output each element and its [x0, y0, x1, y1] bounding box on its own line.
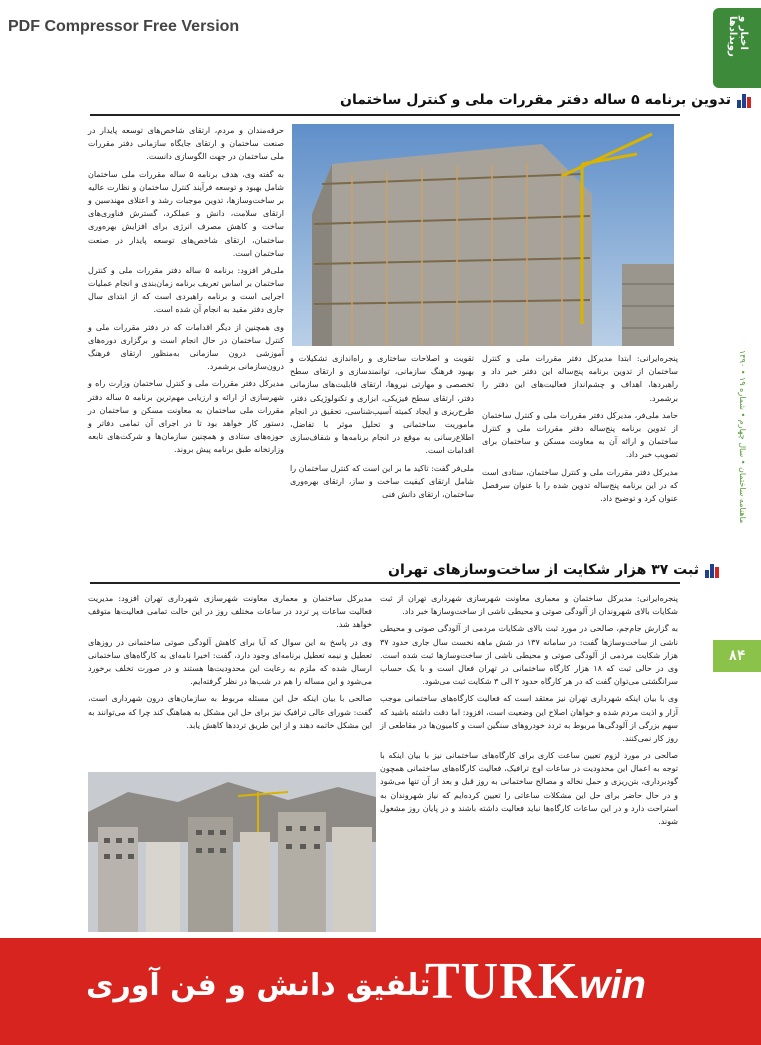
article2-rule — [90, 582, 680, 584]
paragraph: پنجره‌ایرانی: مدیرکل ساختمان و معماری معاونت شهرسازی شهرداری تهران از ثبت شکایات بالای شهروندان از آلودگی صوتی و محیطی ناشی از ساخت‌وسازها خبر داد. — [380, 594, 678, 617]
building-bars-icon — [705, 562, 721, 578]
article1-rule — [90, 114, 680, 116]
article2-col-right — [380, 592, 678, 922]
construction-photo — [292, 124, 674, 346]
paragraph: تقویت و اصلاحات ساختاری و راه‌اندازی تشکیلات و بهبود فرهنگ سازمانی، توانمندسازی و ارتقای سطح تخصصی و مهارتی نیروها، ارتقای قابلیت‌های سازمانی دفتر، ارتقای سطح فیزیکی، ابزاری و تکنولوژیکی دفتر، طرح‌ریزی و ایجاد کمیته آسیب‌شناسی، تحقیق در انجام ماموریت ساختمانی و تحلیل موثر با تفاضل، اطلاع‌رسانی به موقع در انجام برنامه‌ها و شفاف‌سازی اقدامات است. — [290, 354, 474, 456]
brand-logo-main: TURK — [425, 953, 580, 1010]
city-skyline-photo — [88, 772, 376, 932]
article2-title: ثبت ۳۷ هزار شکایت از ساخت‌وسازهای تهران — [388, 562, 699, 578]
paragraph: حامد ملی‌فر، مدیرکل دفتر مقررات ملی و کنترل ساختمان از تدوین برنامه پنج‌ساله دفتر مقررات ملی و کنترل ساختمان و ارائه آن به معاونت مسکن و ساختمان برای تصویب خبر داد. — [482, 410, 678, 460]
paragraph: مدیرکل ساختمان و معماری معاونت شهرسازی شهرداری تهران افزود: مدیریت فعالیت ساعات پر تردد در ساعات مختلف روز در این حالت تمامی فعالیت‌ها متوقف خواهد شد. — [88, 594, 372, 630]
paragraph: صالحی در مورد لزوم تعیین ساعت کاری برای کارگاه‌های ساختمانی نیز با بیان اینکه با توجه به اعمال این محدودیت در ساعات اوج ترافیک، فعالیت کارگاه‌های ساختمانی همچون گودبرداری، بتن‌ریزی و حمل نخاله و مصالح ساختمانی به روز قبل و بعد از آن تنها می‌شود و در حال حاضر برای حل این مشکلات ساعاتی را تعیین کرده‌ایم که نیاز شهروندان به استراحت دارد و در این ساعات کارگاه‌ها نباید فعالیت داشته باشند و در پایان روز مشغول شوند. — [380, 751, 678, 826]
article2-col-left — [88, 592, 372, 762]
paragraph: حرفه‌مندان و مردم، ارتقای شاخص‌های توسعه پایدار در صنعت ساختمان و ارتقای جایگاه سازمانی دفتر مقررات ملی ساختمان در جهت الگوسازی دانست. — [88, 126, 284, 162]
paragraph: پنجره‌ایرانی: ابتدا مدیرکل دفتر مقررات ملی و کنترل ساختمان از تدوین برنامه پنج‌ساله این دفتر خبر داد و راهبردها، اهداف و چشم‌انداز فعالیت‌های این دفتر را برشمرد. — [482, 354, 678, 403]
paragraph: وی در پاسخ به این سوال که آیا برای کاهش آلودگی صوتی ساختمانی در روزهای تعطیل و نیمه تعطیل برنامه‌ای وجود دارد، گفت: اخیرا نامه‌ای به کارگاه‌های ساختمانی ارسال شده که ملزم به رعایت این محدودیت‌ها هستند و در صورت تخلف برخورد می‌شود و این مساله را هم در شب‌ها در نظر گرفته‌ایم. — [88, 637, 372, 687]
paragraph: ملی‌فر افزود: برنامه ۵ ساله دفتر مقررات ملی و کنترل ساختمان بر اساس تعریف برنامه زمان‌بندی و انجام عملیات اجرایی است و برنامه راهبردی است که از ابتدای سال جاری دفتر مقید به انجام آن شده است. — [88, 265, 285, 315]
page-number: ۸۴ — [713, 640, 761, 672]
article1-header — [340, 92, 753, 108]
magazine-rail-text: ماهنامه ساختمان • سال چهارم • شماره ۱۹ • ۱۳۹۰ — [738, 350, 747, 524]
article1-col-middle — [290, 352, 474, 538]
paragraph: به گزارش جام‌جم، صالحی در مورد ثبت بالای شکایات مردمی از آلودگی صوتی و محیطی ناشی از ساخت‌وسازها گفت: در سامانه ۱۳۷ در شش ماهه نخست سال جاری حدود ۳۷ هزار شکایت مردمی از آلودگی صوتی و محیطی ناشی از ساخت‌وسازها ثبت شده است. وی در حالی ثبت که ۱۸ هزار کارگاه ساختمانی در تهران فعال است و با یک حساب سرانگشتی می‌توان گفت که در هر کارگاه حدود ۲ الی ۳ شکایت ثبت می‌شود. — [380, 624, 678, 687]
article1-title: تدوین برنامه ۵ ساله دفتر مقررات ملی و کنترل ساختمان — [340, 92, 731, 108]
brand-logo-tail: win — [579, 963, 646, 1007]
brand-logo — [425, 952, 646, 1011]
article2-header — [388, 562, 721, 578]
article1-col-left — [482, 352, 678, 538]
paragraph: وی همچنین از دیگر اقدامات که در دفتر مقررات ملی و کنترل ساختمان در حال انجام است و برگزاری دوره‌های آموزشی درون سازمانی به‌منظور ارتقای فرهنگ درون‌سازمانی برشمرد. — [88, 322, 284, 372]
paragraph: ملی‌فر گفت: تاکید ما بر این است که کنترل ساختمان را شامل ارتقای کیفیت ساخت و ساز، ارتقای بهره‌وری ساختمان، ارتقای دانش فنی — [290, 463, 474, 499]
paragraph: صالحی با بیان اینکه حل این مسئله مربوط به سازمان‌های درون شهرداری است، گفت: شورای عالی ترافیک نیز برای حل این مشکل به هماهنگ کند چرا که می‌توانند به این مشکل خاتمه دهند و از این طریق ترددها کاهش یابد. — [88, 694, 372, 730]
section-tab — [713, 8, 761, 88]
paragraph: به گفته وی، هدف برنامه ۵ ساله مقررات ملی ساختمان شامل بهبود و توسعه فرآیند کنترل ساختمان و نظارت عالیه بر ساخت‌وسازها، تدوین موجبات رشد و اعتلای مهندسین و ارتقای سلامت، دانش و عملکرد، گسترش فناوری‌های ساخت و کاهش مصرف انرژی برای افزایش بهره‌وری ساختمان، ارتقای شاخص‌های توسعه پایدار در صنعت ساختمان است. — [88, 169, 284, 258]
paragraph: مدیرکل دفتر مقررات ملی و کنترل ساختمان، ستادی است که در این برنامه پنج‌ساله تدوین شده را با عنوان سرفصل عنوان کرد و توضیح داد. — [482, 467, 678, 503]
article1-col-right — [88, 124, 284, 544]
paragraph: مدیرکل دفتر مقررات ملی و کنترل ساختمان وزارت راه و شهرسازی از ارائه و ارزیابی مهم‌ترین برنامه ۵ ساله دفتر مقررات ملی ساختمان به معاونت مسکن و ساختمان در دستور کار خواهد بود تا در اجرای آن تمامی دفاتر و حوزه‌های ستادی و همچنین سازمان‌ها و شرکت‌های تابعه وزارتخانه طبق برنامه پیش بروند. — [88, 379, 284, 455]
paragraph: وی با بیان اینکه شهرداری تهران نیز معتقد است که فعالیت کارگاه‌های ساختمانی موجب آزار و اذیت مردم شده و خواهان اصلاح این وضعیت است، افزود: اما دقت داشته باشید که سهم بزرگی از آلودگی‌ها مربوط به تردد خودروهای سنگین است و کامیون‌ها در مقاطعی از روز کار نمی‌کنند. — [380, 694, 678, 743]
section-tab-label: اخبار و رویدادها — [727, 16, 749, 57]
watermark: PDF Compressor Free Version — [8, 18, 240, 35]
building-bars-icon — [737, 92, 753, 108]
banner-slogan: تلفیق دانش و فن آوری — [86, 968, 431, 1003]
